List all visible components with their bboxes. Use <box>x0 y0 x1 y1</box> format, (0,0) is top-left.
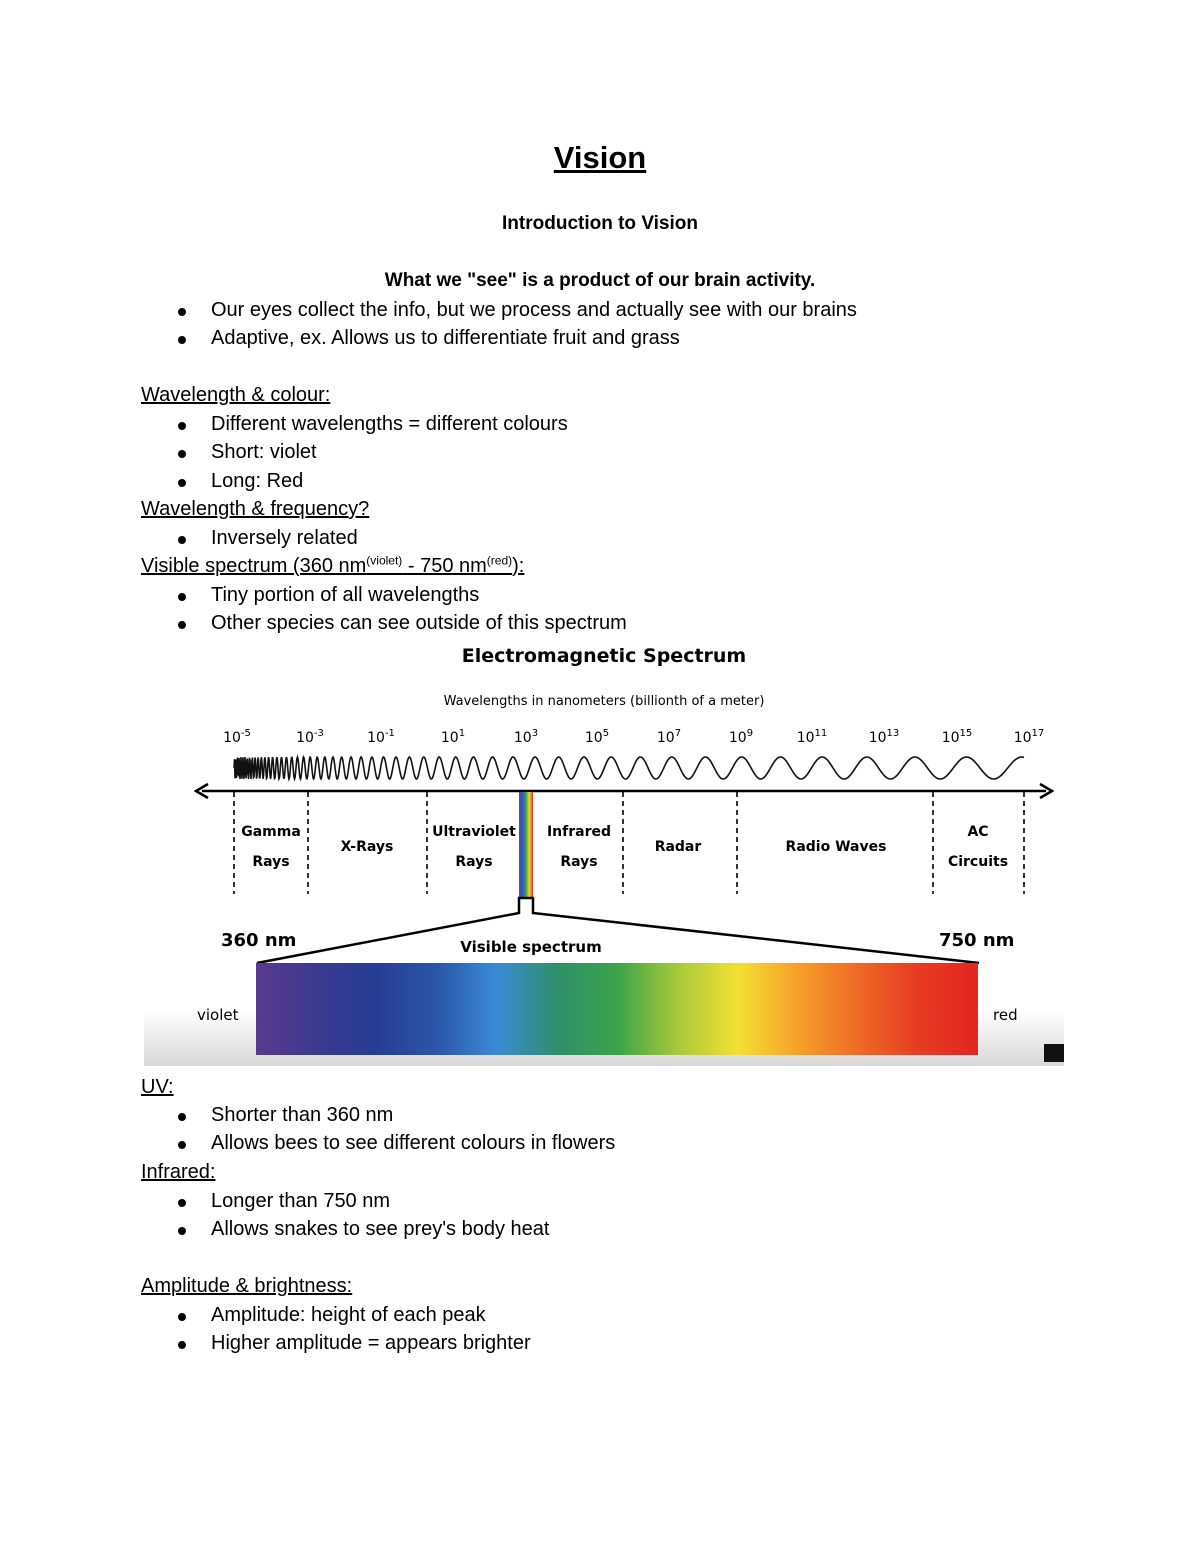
visible-band-strip <box>519 792 533 898</box>
tick-labels <box>223 728 1044 746</box>
section-heading-wavelength-frequency: Wavelength & frequency? <box>141 498 370 520</box>
visible-zoom-outline <box>257 898 979 963</box>
subtitle: Introduction to Vision <box>502 213 698 234</box>
band-label: Radar <box>654 839 702 855</box>
band-label: X-Rays <box>340 839 394 855</box>
bullet-icon <box>178 1227 186 1235</box>
left-nm-label: 360 nm <box>221 930 297 951</box>
red-label: red <box>993 1006 1018 1024</box>
tick-label: $10^{-5}$ <box>223 728 251 746</box>
tick-label: $10^{-3}$ <box>296 728 324 746</box>
band-label: Rays <box>252 854 290 870</box>
band-label: Radio Waves <box>785 839 887 855</box>
bullet-icon <box>178 479 186 487</box>
bullet-icon <box>178 1313 186 1321</box>
band-label: Gamma <box>241 824 301 840</box>
wave-line <box>234 757 1024 779</box>
visible-spectrum-label: Visible spectrum <box>460 938 602 956</box>
section-heading-infrared: Infrared: <box>141 1161 216 1183</box>
section-heading-uv: UV: <box>141 1076 174 1098</box>
bullet-icon <box>178 1199 186 1207</box>
band-label: Infrared <box>546 824 612 840</box>
violet-label: violet <box>197 1006 239 1024</box>
band-label: Rays <box>455 854 493 870</box>
bullet-icon <box>178 422 186 430</box>
section-heading-amplitude: Amplitude & brightness: <box>141 1275 353 1297</box>
figure-title: Electromagnetic Spectrum <box>461 645 747 667</box>
bullet-icon <box>178 621 186 629</box>
axis-label: Wavelengths in nanometers (billionth of a meter) <box>443 694 765 709</box>
tick-label: $10^{15}$ <box>941 728 973 746</box>
tick-label: $10^7$ <box>656 728 682 746</box>
tick-label: $10^{11}$ <box>796 728 828 746</box>
band-label: Circuits <box>947 854 1009 870</box>
corner-badge <box>1044 1044 1064 1062</box>
right-nm-label: 750 nm <box>939 930 1015 951</box>
bullet-icon <box>178 336 186 344</box>
tick-label: $10^{13}$ <box>868 728 900 746</box>
bullet-icon <box>178 450 186 458</box>
section-heading-wavelength-colour: Wavelength & colour: <box>141 384 331 406</box>
tick-label: $10^9$ <box>728 728 754 746</box>
bullet-icon <box>178 1141 186 1149</box>
tick-label: $10^3$ <box>513 728 539 746</box>
band-label: AC <box>967 824 989 840</box>
bullet-icon <box>178 593 186 601</box>
visible-spectrum-bar <box>256 963 978 1055</box>
tick-label: $10^{-1}$ <box>367 728 395 746</box>
bullet-icon <box>178 1113 186 1121</box>
section-heading-visible-spectrum: Visible spectrum (360 $nm^{(violet)} - 750$ $nm^{(red)}$): <box>141 553 525 577</box>
intro-heading: What we "see" is a product of our brain activity. <box>384 270 816 291</box>
band-label: Ultraviolet <box>432 824 516 840</box>
document-page: Vision Introduction to Vision What we "see" is a product of our brain activity. Our eyes collect the info, but we process and actually see with our brains Adaptive, ex. Allows us to differentiate fruit and grass Wavelength & colour: Different wavelengths = different colours Short: violet Long: Red Wavelength & frequency? Inversely related Visible spectrum (360 $nm^{(violet)} - 750$ $nm^{(red)}$): Tiny portion of all wavelengths Other species can see outside of this spectrum Electromagnetic Spectrum Wavelengths in nanometers (billionth of a meter) $10^{-5}$ $10^{-3}$ $10^{-1}$ $10^1$ $10^3$ $10^5$ $10^7$ $10^9$ $10^{11}$ $10^{13}$ $10^{15}$ $10^{17}$ Gamma Rays X-Rays Ultraviolet Rays Infrared Rays Radar Radio Waves AC Circuits 360 nm 750 nm Visible spectrum violet red UV: Shorter than 360 nm Allows bees to see different colours in flowers Infrared: Longer than 750 nm Allows snakes to see prey's body heat Amplitude & brightness: Amplitude: height of each peak Higher amplitude = appears brighter <box>0 0 1200 1553</box>
tick-label: $10^{17}$ <box>1013 728 1045 746</box>
bullet-icon <box>178 536 186 544</box>
em-spectrum-figure <box>144 640 1064 1070</box>
band-label: Rays <box>560 854 598 870</box>
bullet-icon <box>178 1341 186 1349</box>
band-labels <box>241 824 1008 870</box>
tick-label: $10^1$ <box>440 728 466 746</box>
page-title: Vision <box>553 140 647 175</box>
bullet-icon <box>178 308 186 316</box>
tick-label: $10^5$ <box>584 728 610 746</box>
